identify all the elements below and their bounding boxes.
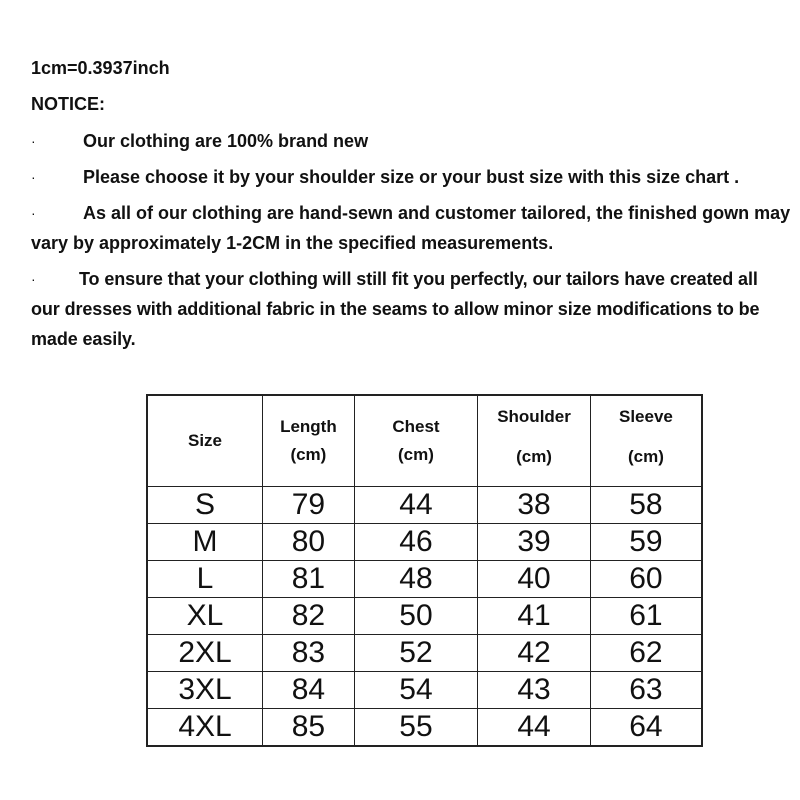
cell-size: M [147, 524, 263, 561]
cell-chest: 46 [354, 524, 477, 561]
table-row [147, 709, 702, 747]
size-chart-table [146, 394, 703, 747]
cell-shoulder: 44 [478, 709, 591, 747]
table-row [147, 561, 702, 598]
cell-chest: 52 [354, 635, 477, 672]
cell-shoulder: 43 [478, 672, 591, 709]
notice-text: Our clothing are 100% brand new [83, 131, 369, 151]
cell-chest: 48 [354, 561, 477, 598]
table-row [147, 598, 702, 635]
cell-size: XL [147, 598, 263, 635]
notice-item [31, 162, 791, 192]
header-length [263, 395, 355, 487]
header-sleeve-unit: (cm) [627, 447, 664, 466]
table-row [147, 524, 702, 561]
cell-size: S [147, 487, 263, 524]
cell-shoulder: 42 [478, 635, 591, 672]
header-sleeve [590, 395, 702, 487]
header-chest-label: Chest [392, 417, 440, 436]
header-length-label: Length [280, 417, 337, 436]
cell-shoulder: 39 [478, 524, 591, 561]
header-size [147, 395, 263, 487]
header-chest-unit: (cm) [398, 445, 434, 464]
notice-item [31, 264, 791, 354]
header-shoulder-label: Shoulder [497, 407, 571, 426]
cell-sleeve: 59 [590, 524, 702, 561]
notice-section [31, 54, 791, 360]
notice-item [31, 126, 791, 156]
header-shoulder-unit: (cm) [516, 447, 552, 466]
notice-text: As all of our clothing are hand-sewn and customer tailored, the finished gown may vary by approximately 1-2CM in the specified measurements. [31, 203, 791, 253]
cell-chest: 50 [354, 598, 477, 635]
cell-shoulder: 38 [478, 487, 591, 524]
cell-shoulder: 40 [478, 561, 591, 598]
bullet-dot: · [31, 205, 36, 221]
cell-size: 4XL [147, 709, 263, 747]
notice-text: To ensure that your clothing will still fit you perfectly, our tailors have created all our dresses with additional fabric in the seams to allow minor size modifications to be made easily. [31, 269, 760, 349]
cell-length: 81 [263, 561, 355, 598]
table-row [147, 672, 702, 709]
cell-size: 3XL [147, 672, 263, 709]
cell-sleeve: 63 [590, 672, 702, 709]
cell-length: 85 [263, 709, 355, 747]
cell-size: 2XL [147, 635, 263, 672]
cell-length: 79 [263, 487, 355, 524]
header-size-label: Size [188, 431, 223, 450]
cell-chest: 54 [354, 672, 477, 709]
header-chest [354, 395, 477, 487]
cell-sleeve: 58 [590, 487, 702, 524]
cell-length: 82 [263, 598, 355, 635]
bullet-dot: · [31, 271, 36, 287]
cell-chest: 55 [354, 709, 477, 747]
cell-sleeve: 64 [590, 709, 702, 747]
cell-sleeve: 62 [590, 635, 702, 672]
cell-sleeve: 61 [590, 598, 702, 635]
bullet-dot: · [31, 169, 36, 185]
notice-text: Please choose it by your shoulder size or your bust size with this size chart . [83, 167, 740, 187]
unit-conversion: 1cm=0.3937inch [31, 58, 170, 78]
header-shoulder [478, 395, 591, 487]
notice-heading: NOTICE: [31, 94, 105, 114]
cell-size: L [147, 561, 263, 598]
table-row [147, 635, 702, 672]
cell-length: 84 [263, 672, 355, 709]
header-sleeve-label: Sleeve [619, 407, 673, 426]
cell-chest: 44 [354, 487, 477, 524]
cell-length: 80 [263, 524, 355, 561]
cell-shoulder: 41 [478, 598, 591, 635]
header-length-unit: (cm) [290, 445, 327, 464]
bullet-dot: · [31, 133, 36, 149]
table-row [147, 487, 702, 524]
header-row [147, 395, 702, 487]
cell-length: 83 [263, 635, 355, 672]
notice-item [31, 198, 791, 258]
cell-sleeve: 60 [590, 561, 702, 598]
